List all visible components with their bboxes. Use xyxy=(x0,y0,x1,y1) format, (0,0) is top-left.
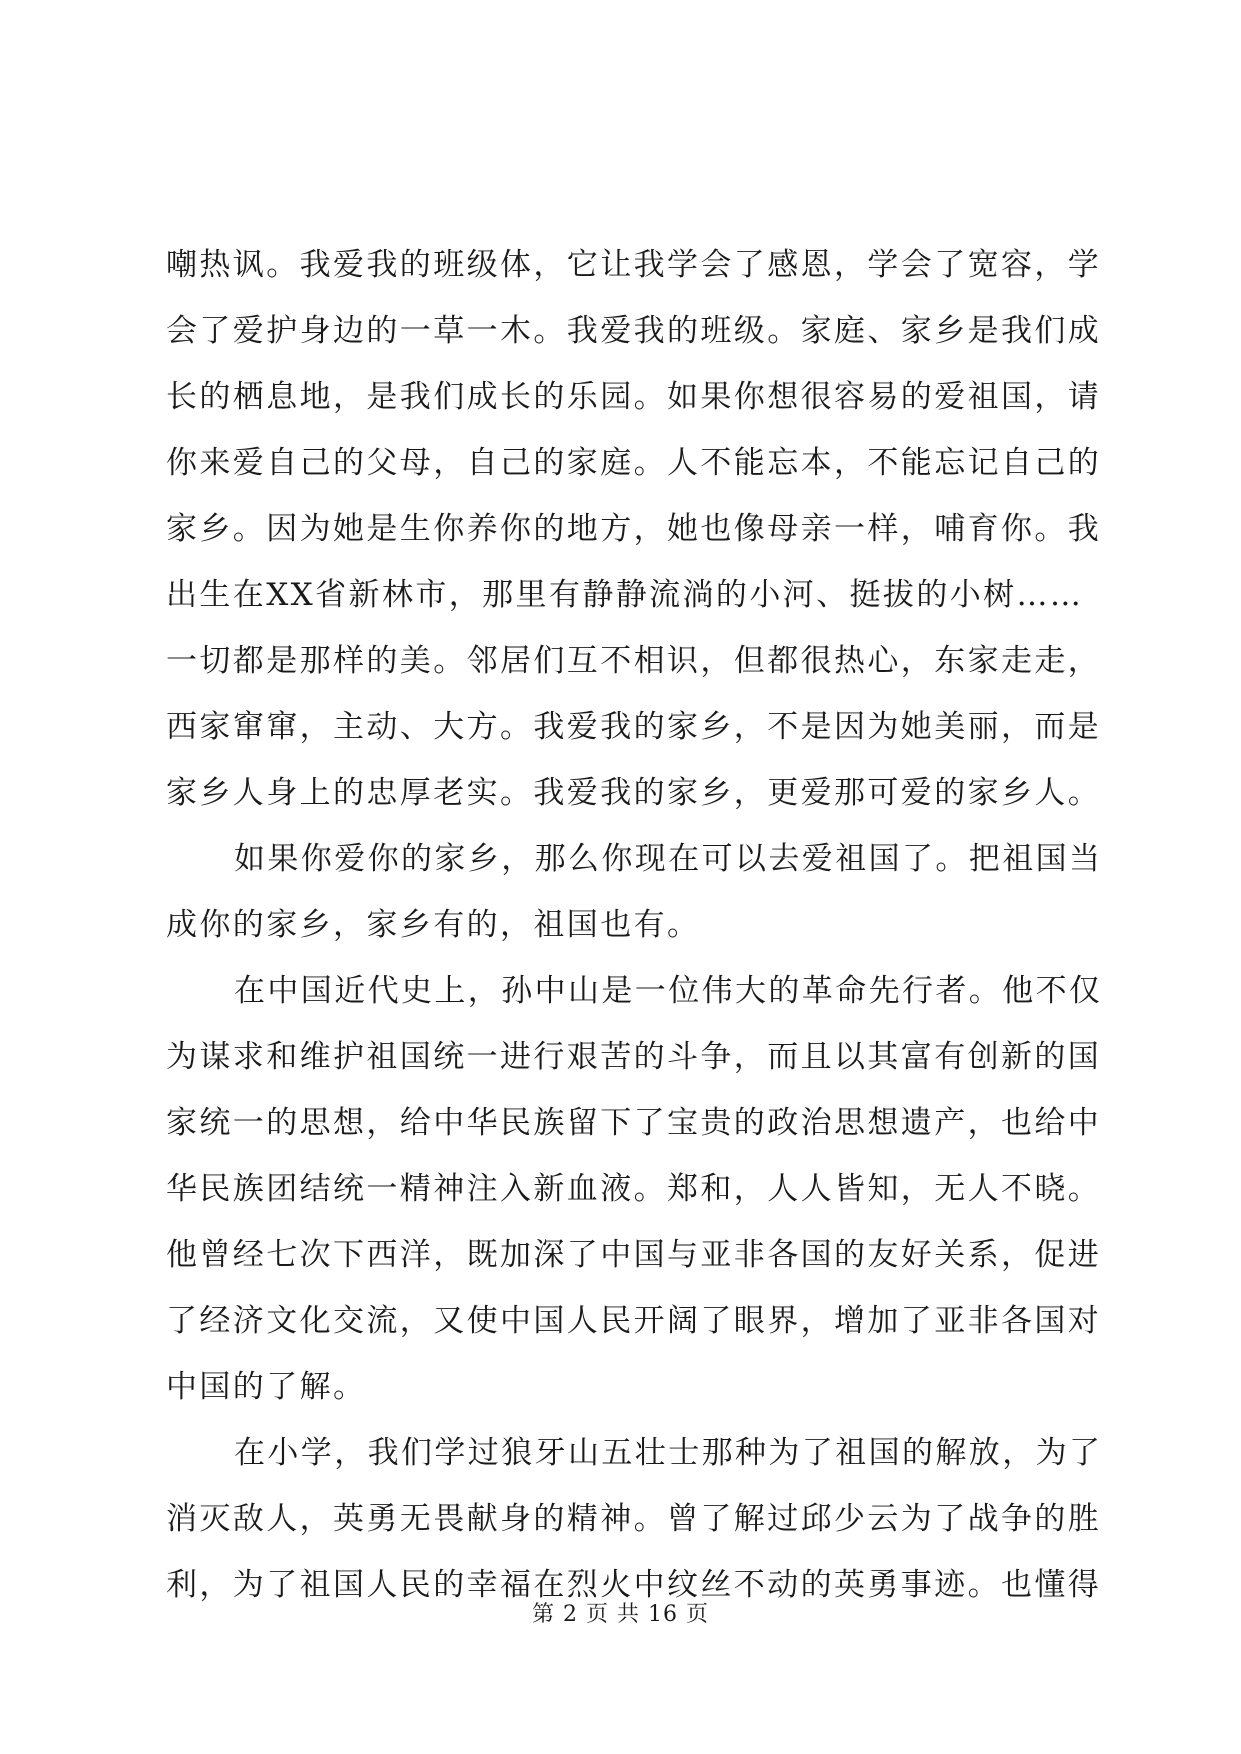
text-line: 会了爱护身边的一草一木。我爱我的班级。家庭、家乡是我们成 xyxy=(166,313,1102,349)
text-line: 嘲热讽。我爱我的班级体，它让我学会了感恩，学会了宽容，学 xyxy=(166,247,1102,283)
text-line: 为谋求和维护祖国统一进行艰苦的斗争，而且以其富有创新的国 xyxy=(166,1039,1102,1075)
text-line: 家统一的思想，给中华民族留下了宝贵的政治思想遗产，也给中 xyxy=(166,1105,1102,1141)
text-line: 一切都是那样的美。邻居们互不相识，但都很热心，东家走走， xyxy=(166,643,1102,679)
text-line: 华民族团结统一精神注入新血液。郑和，人人皆知，无人不晓。 xyxy=(166,1171,1102,1207)
text-line: 西家窜窜，主动、大方。我爱我的家乡，不是因为她美丽，而是 xyxy=(166,709,1102,745)
text-line: 中国的了解。 xyxy=(166,1369,367,1405)
text-line: 家乡。因为她是生你养你的地方，她也像母亲一样，哺育你。我 xyxy=(166,511,1102,547)
text-line-paragraph-start: 在小学，我们学过狼牙山五壮士那种为了祖国的解放，为了 xyxy=(234,1435,1103,1471)
body-text xyxy=(166,232,1103,1618)
text-line: 长的栖息地，是我们成长的乐园。如果你想很容易的爱祖国，请 xyxy=(166,379,1102,415)
text-line: 利，为了祖国人民的幸福在烈火中纹丝不动的英勇事迹。也懂得 xyxy=(166,1567,1102,1603)
text-line: 家乡人身上的忠厚老实。我爱我的家乡，更爱那可爱的家乡人。 xyxy=(166,775,1102,811)
text-line: 了经济文化交流，又使中国人民开阔了眼界，增加了亚非各国对 xyxy=(166,1303,1102,1339)
text-line: 你来爱自己的父母，自己的家庭。人不能忘本，不能忘记自己的 xyxy=(166,445,1102,481)
text-line: 他曾经七次下西洋，既加深了中国与亚非各国的友好关系，促进 xyxy=(166,1237,1102,1273)
text-line-paragraph-start: 如果你爱你的家乡，那么你现在可以去爱祖国了。把祖国当 xyxy=(234,841,1103,877)
text-line: 消灭敌人，英勇无畏献身的精神。曾了解过邱少云为了战争的胜 xyxy=(166,1501,1102,1537)
page-number-footer: 第 2 页 共 16 页 xyxy=(532,1602,709,1627)
text-line: 出生在XX省新林市，那里有静静流淌的小河、挺拔的小树…… xyxy=(166,577,1084,613)
text-line: 成你的家乡，家乡有的，祖国也有。 xyxy=(166,907,701,943)
text-line-paragraph-start: 在中国近代史上，孙中山是一位伟大的革命先行者。他不仅 xyxy=(234,973,1103,1009)
